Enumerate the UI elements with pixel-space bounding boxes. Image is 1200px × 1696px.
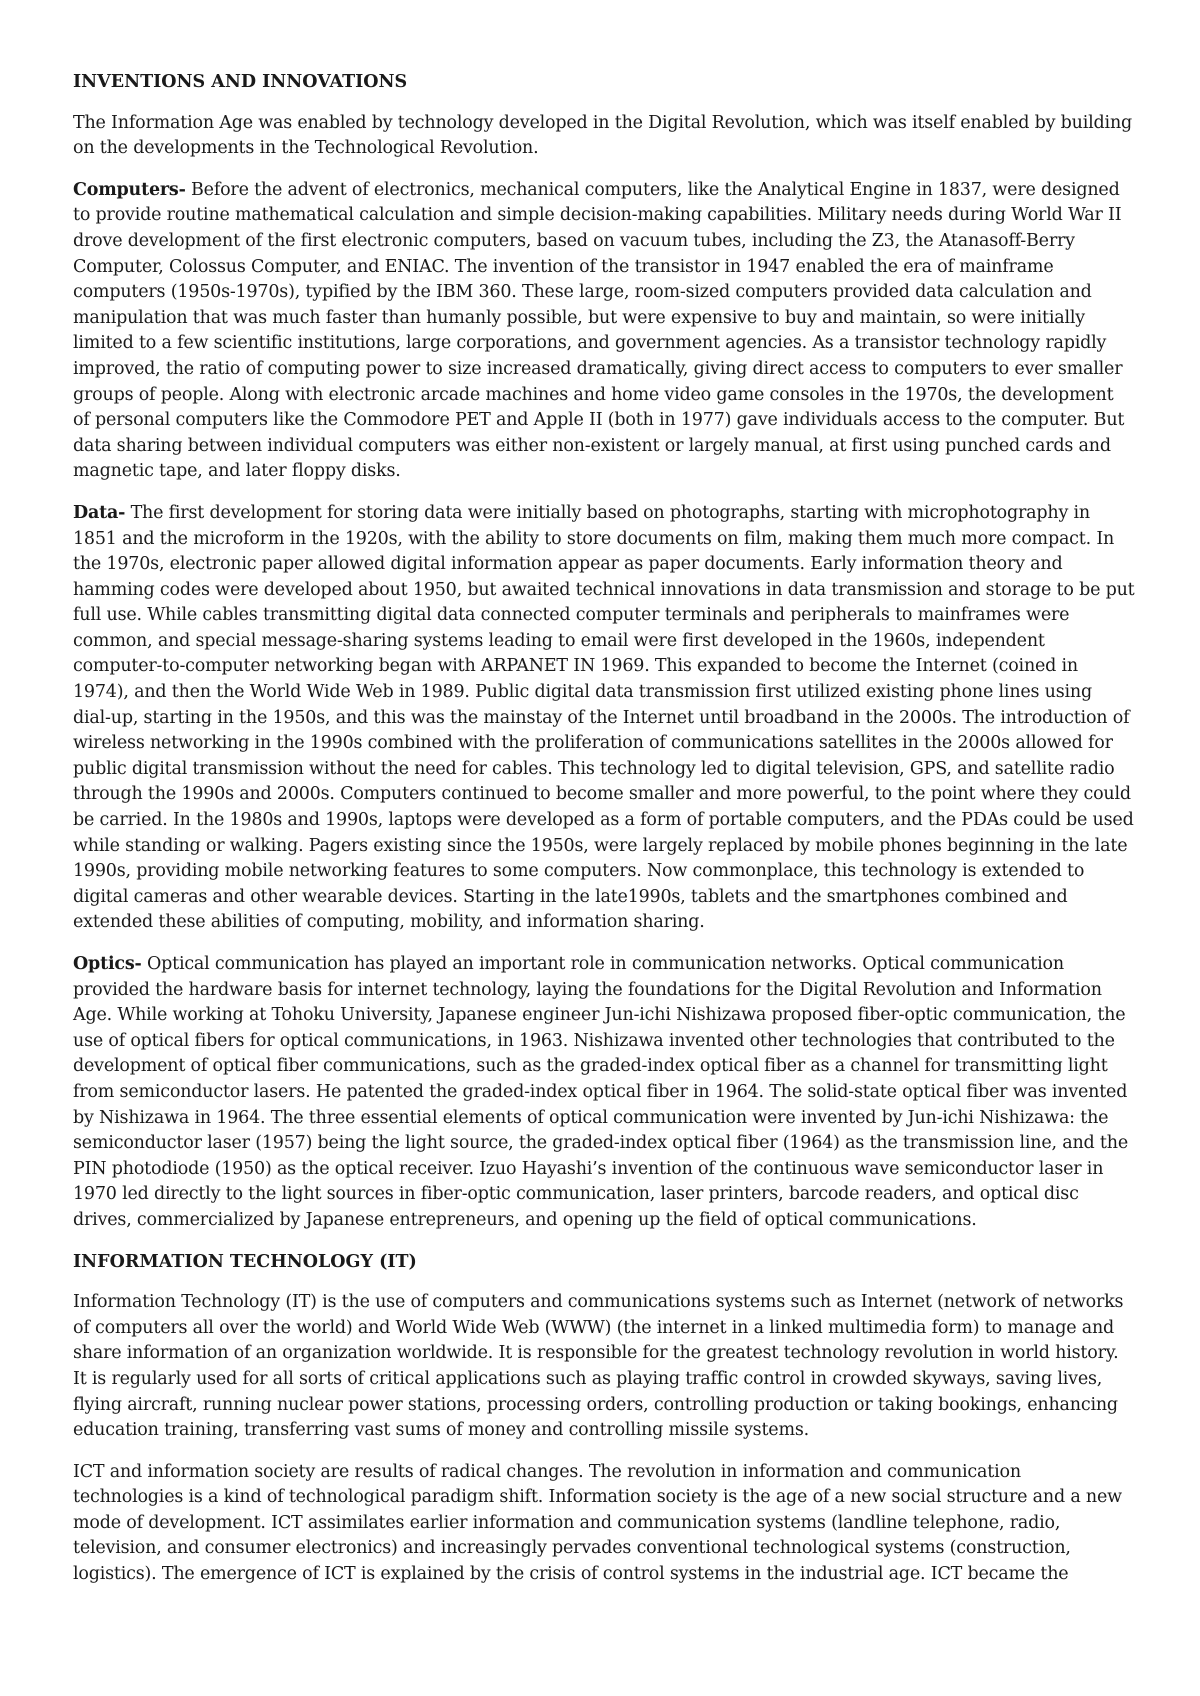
intro-paragraph: The Information Age was enabled by technology developed in the Digital Revolution, which was itself enabled by building on the developments in the Technological Revolution. [73,112,1133,159]
optics-text: Optical communication has played an important role in communication networks. Optical communication provided the hardware basis for internet technology, laying the foundations for the Digital Revolution and Information Age. While working at Tohoku University, Japanese engineer Jun-ichi Nishizawa proposed fiber-optic communication, the use of optical fibers for optical communications, in 1963. Nishizawa invented other technologies that contributed to the development of optical fiber communications, such as the graded-index optical fiber as a channel for transmitting light from semiconductor lasers. He patented the graded-index optical fiber in 1964. The solid-state optical fiber was invented by Nishizawa in 1964. The three essential elements of optical communication were invented by Jun-ichi Nishizawa: the semiconductor laser (1957) being the light source, the graded-index optical fiber (1964) as the transmission line, and the PIN photodiode (1950) as the optical receiver. Izuo Hayashi’s invention of the continuous wave semiconductor laser in 1970 led directly to the light sources in fiber-optic communication, laser printers, barcode readers, and optical disc drives, commercialized by Japanese entrepreneurs, and opening up the field of optical communications. [73,954,1128,1230]
data-lead: Data- [73,502,126,523]
section-heading-it: INFORMATION TECHNOLOGY (IT) [73,1251,417,1272]
optics-paragraph [73,952,1135,1234]
section-heading-inventions: INVENTIONS AND INNOVATIONS [73,72,408,92]
computers-text: Before the advent of electronics, mechanical computers, like the Analytical Engine in 1837, were designed to provide routine mathematical calculation and simple decision-making capabilities. Military needs during World War II drove development of the first electronic computers, based on vacuum tubes, including the Z3, the Atanasoff-Berry Computer, Colossus Computer, and ENIAC. The invention of the transistor in 1947 enabled the era of mainframe computers (1950s-1970s), typified by the IBM 360. These large, room-sized computers provided data calculation and manipulation that was much faster than humanly possible, but were expensive to buy and maintain, so were initially limited to a few scientific institutions, large corporations, and government agencies. As a transistor technology rapidly improved, the ratio of computing power to size increased dramatically, giving direct access to computers to ever smaller groups of people. Along with electronic arcade machines and home video game consoles in the 1970s, the development of personal computers like the Commodore PET and Apple II (both in 1977) gave individuals access to the computer. But data sharing between individual computers was either non-existent or largely manual, at first using punched cards and magnetic tape, and later floppy disks. [73,179,1125,482]
computers-paragraph [73,178,1135,485]
document-page [73,70,1135,1604]
data-text: The first development for storing data were initially based on photographs, starting with microphotography in 1851 and the microform in the 1920s, with the ability to store documents on film, making them much more compact. In the 1970s, electronic paper allowed digital information appear as paper documents. Early information theory and hamming codes were developed about 1950, but awaited technical innovations in data transmission and storage to be put full use. While cables transmitting digital data connected computer terminals and peripherals to mainframes were common, and special message-sharing systems leading to email were first developed in the 1960s, independent computer-to-computer networking began with ARPANET IN 1969. This expanded to become the Internet (coined in 1974), and then the World Wide Web in 1989. Public digital data transmission first utilized existing phone lines using dial-up, starting in the 1950s, and this was the mainstay of the Internet until broadband in the 2000s. The introduction of wireless networking in the 1990s combined with the proliferation of communications satellites in the 2000s allowed for public digital transmission without the need for cables. This technology led to digital television, GPS, and satellite radio through the 1990s and 2000s. Computers continued to become smaller and more powerful, to the point where they could be carried. In the 1980s and 1990s, laptops were developed as a form of portable computers, and the PDAs could be used while standing or walking. Pagers existing since the 1950s, were largely replaced by mobile phones beginning in the late 1990s, providing mobile networking features to some computers. Now commonplace, this technology is extended to digital cameras and other wearable devices. Starting in the late1990s, tablets and the smartphones combined and extended these abilities of computing, mobility, and information sharing. [73,502,1135,933]
optics-lead: Optics- [73,954,142,974]
ict-paragraph: ICT and information society are results of radical changes. The revolution in information and communication technologies is a kind of technological paradigm shift. Information society is the age of a new social structure and a new mode of development. ICT assimilates earlier information and communication systems (landline telephone, radio, television, and consumer electronics) and increasingly pervades conventional technological systems (construction, logistics). The emergence of ICT is explained by the crisis of control systems in the industrial age. ICT became the [73,1461,1122,1585]
it-paragraph: Information Technology (IT) is the use of computers and communications systems such as Internet (network of networks of computers all over the world) and World Wide Web (WWW) (the internet in a linked multimedia form) to manage and share information of an organization worldwide. It is responsible for the greatest technology revolution in world history. It is regularly used for all sorts of critical applications such as playing traffic control in crowded skyways, saving lives, flying aircraft, running nuclear power stations, processing orders, controlling production or taking bookings, enhancing education training, transferring vast sums of money and controlling missile systems. [73,1292,1124,1441]
computers-lead: Computers- [73,179,186,200]
data-paragraph [73,501,1135,936]
